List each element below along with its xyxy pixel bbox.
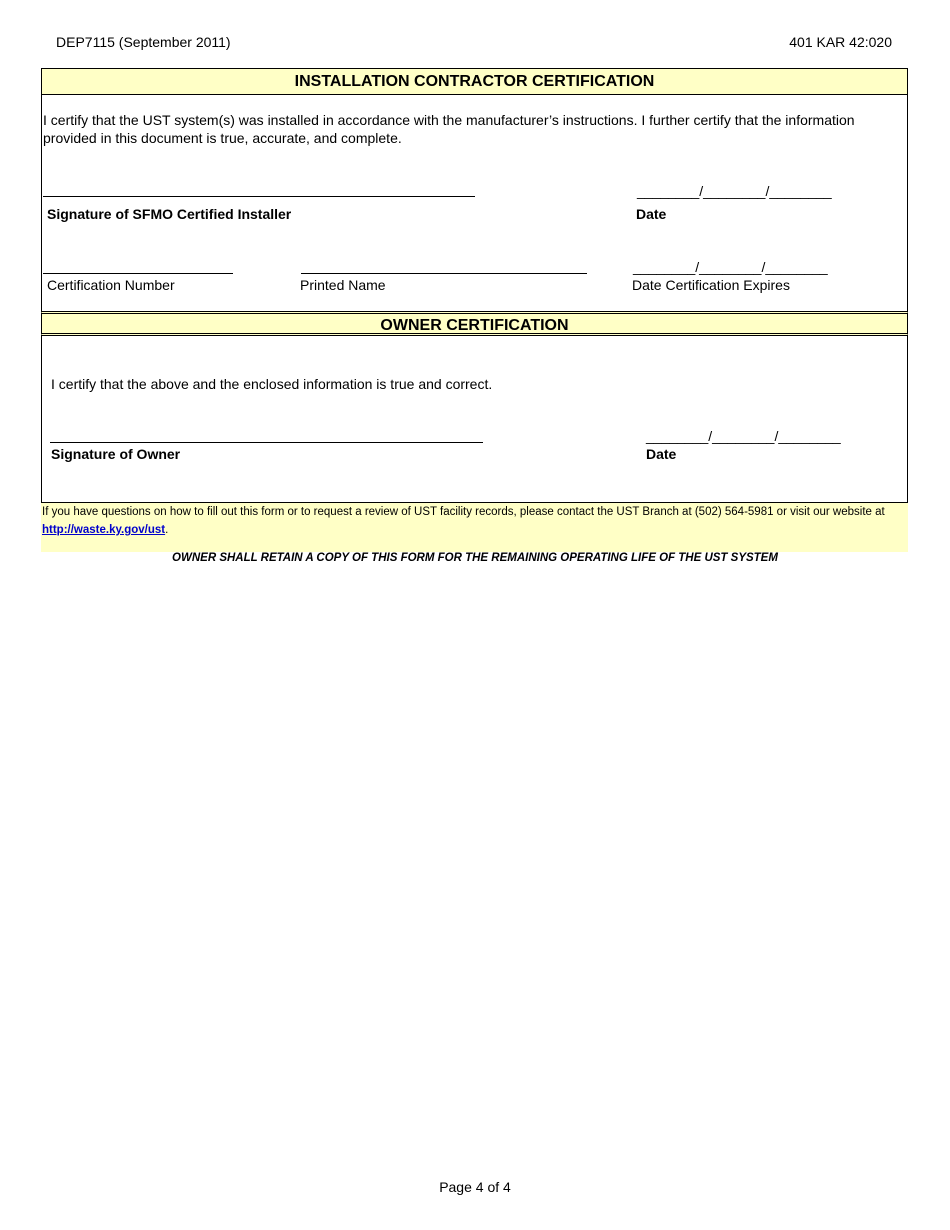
form-id: DEP7115 (September 2011) <box>56 34 231 50</box>
certification-number-line[interactable] <box>43 273 233 274</box>
page-number: Page 4 of 4 <box>439 1179 511 1195</box>
installer-signature-label: Signature of SFMO Certified Installer <box>47 206 292 222</box>
owner-statement: I certify that the above and the enclosed information is true and correct. <box>51 376 493 392</box>
contact-text: If you have questions on how to fill out this form or to request a review of UST facility records, please contact the UST Branch at (502) 564-5981 or visit our website at <box>42 506 885 518</box>
printed-name-line[interactable] <box>301 273 587 274</box>
cert-expires-label: Date Certification Expires <box>632 277 790 293</box>
owner-date-field[interactable]: ________/________/________ <box>646 428 841 444</box>
installer-date-label: Date <box>636 206 667 222</box>
cert-expires-field[interactable]: ________/________/________ <box>633 259 828 275</box>
installer-date-field[interactable]: ________/________/________ <box>637 183 832 199</box>
contact-text-end: . <box>165 524 169 536</box>
regulation-ref: 401 KAR 42:020 <box>789 34 892 50</box>
contact-info <box>41 502 908 552</box>
installer-statement: I certify that the UST system(s) was installed in accordance with the manufacturer’s instructions. I further certify that the information provided in this document is true, accurate, and complete. <box>43 112 855 146</box>
installer-signature-line[interactable] <box>43 196 475 197</box>
certification-number-label: Certification Number <box>47 277 175 293</box>
ust-website-link[interactable]: http://waste.ky.gov/ust <box>42 524 166 536</box>
retain-notice: OWNER SHALL RETAIN A COPY OF THIS FORM FOR THE REMAINING OPERATING LIFE OF THE UST SYSTEM <box>172 552 778 564</box>
owner-section-title: OWNER CERTIFICATION <box>41 311 908 336</box>
owner-signature-line[interactable] <box>50 442 483 443</box>
installer-section-title: INSTALLATION CONTRACTOR CERTIFICATION <box>41 68 908 95</box>
owner-date-label: Date <box>646 446 677 462</box>
owner-signature-label: Signature of Owner <box>51 446 181 462</box>
printed-name-label: Printed Name <box>300 277 386 293</box>
